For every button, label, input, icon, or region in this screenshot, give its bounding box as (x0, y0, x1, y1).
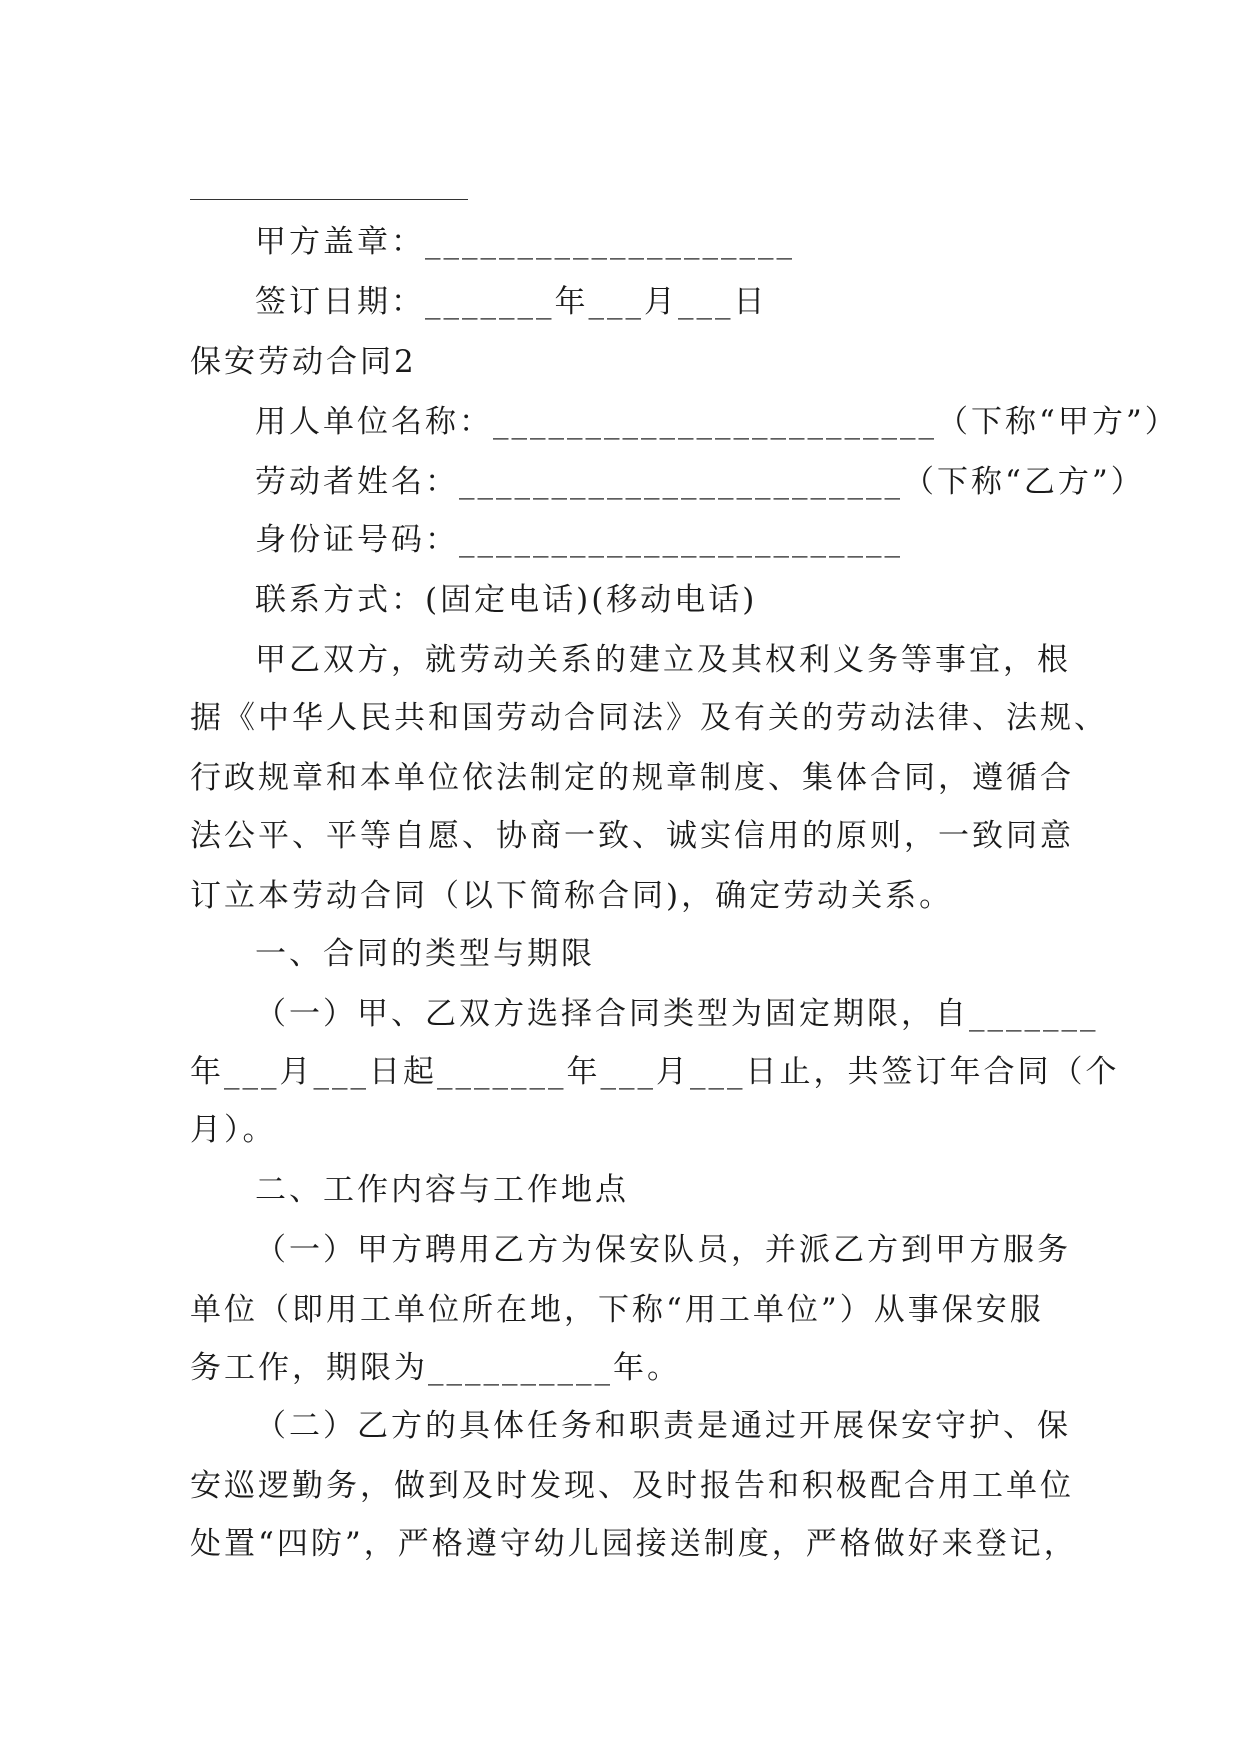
section-1-heading: 一、合同的类型与期限 (255, 936, 595, 972)
section-1-clause-line-2: 年___月___日起_______年___月___日止，共签订年合同（个 (190, 1054, 1120, 1090)
preamble-line-5: 订立本劳动合同（以下简称合同)，确定劳动关系。 (190, 878, 954, 914)
section-2-heading: 二、工作内容与工作地点 (255, 1172, 629, 1208)
section-2-clause-2-line-3: 处置“四防”，严格遵守幼儿园接送制度，严格做好来登记， (190, 1526, 1078, 1562)
section-1-clause-line-3: 月）。 (190, 1112, 277, 1148)
employer-name-line: 用人单位名称：________________________（下称“甲方”） (255, 404, 1179, 440)
section-1-clause-line-1: （一）甲、乙双方选择合同类型为固定期限，自_______ (255, 996, 1099, 1032)
preamble-line-2: 据《中华人民共和国劳动合同法》及有关的劳动法律、法规、 (190, 700, 1108, 736)
party-a-seal-line: 甲方盖章：____________________ (255, 224, 795, 260)
signing-date-line: 签订日期：_______年___月___日 (255, 284, 768, 320)
preamble-line-3: 行政规章和本单位依法制定的规章制度、集体合同，遵循合 (190, 760, 1074, 796)
preamble-line-4: 法公平、平等自愿、协商一致、诚实信用的原则，一致同意 (190, 818, 1074, 854)
signature-underline (190, 199, 468, 200)
section-2-clause-1-line-1: （一）甲方聘用乙方为保安队员，并派乙方到甲方服务 (255, 1232, 1071, 1268)
section-2-clause-2-line-2: 安巡逻勤务，做到及时发现、及时报告和积极配合用工单位 (190, 1468, 1074, 1504)
contract-title: 保安劳动合同2 (190, 344, 417, 380)
section-2-clause-1-line-3: 务工作，期限为__________年。 (190, 1350, 681, 1386)
contact-line: 联系方式：(固定电话)(移动电话) (255, 582, 758, 618)
preamble-line-1: 甲乙双方，就劳动关系的建立及其权利义务等事宜，根 (255, 642, 1071, 678)
section-2-clause-2-line-1: （二）乙方的具体任务和职责是通过开展保安守护、保 (255, 1408, 1071, 1444)
employee-name-line: 劳动者姓名：________________________（下称“乙方”） (255, 464, 1145, 500)
section-2-clause-1-line-2: 单位（即用工单位所在地，下称“用工单位”）从事保安服 (190, 1292, 1044, 1328)
id-number-line: 身份证号码：________________________ (255, 522, 903, 558)
